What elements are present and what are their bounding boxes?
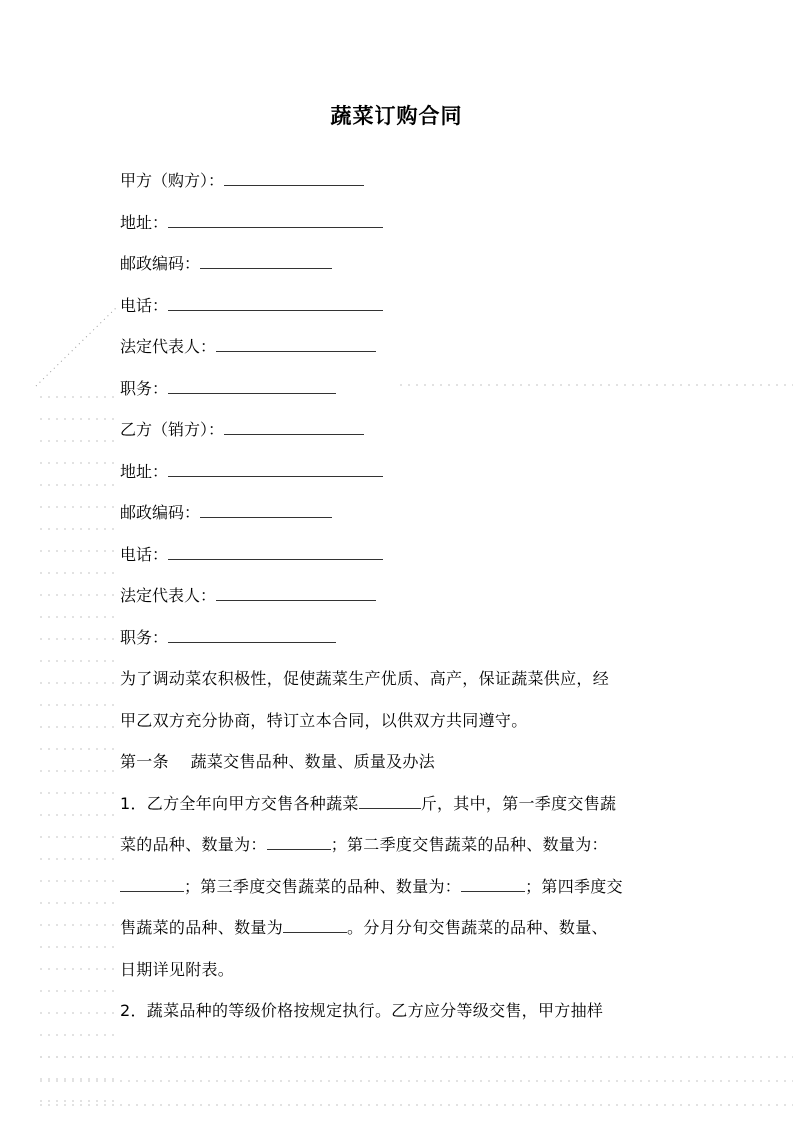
q1-quantity-blank[interactable] bbox=[267, 835, 331, 850]
preamble-line-1: 为了调动菜农积极性，促使蔬菜生产优质、高产，保证蔬菜供应，经 bbox=[120, 669, 610, 688]
party-a-phone-label: 电话： bbox=[120, 296, 169, 315]
party-a-name-line bbox=[120, 170, 364, 192]
party-b-position-line bbox=[120, 627, 336, 649]
party-b-phone-line bbox=[120, 544, 383, 566]
party-b-postcode-label: 邮政编码： bbox=[120, 503, 201, 522]
q3-quantity-blank[interactable] bbox=[461, 877, 525, 892]
item-1-text-a: 1．乙方全年向甲方交售各种蔬菜 bbox=[120, 794, 359, 813]
party-a-postcode-line bbox=[120, 253, 332, 275]
item-1-text-g: 售蔬菜的品种、数量为 bbox=[120, 918, 284, 937]
preamble-line-2: 甲乙双方充分协商，特订立本合同，以供双方共同遵守。 bbox=[120, 711, 528, 730]
party-b-position-label: 职务： bbox=[120, 628, 169, 647]
party-b-name-blank[interactable] bbox=[224, 420, 364, 435]
article-1-item-2-line-1: 2．蔬菜品种的等级价格按规定执行。乙方应分等级交售，甲方抽样 bbox=[120, 1001, 604, 1020]
document-title: 蔬菜订购合同 bbox=[330, 104, 463, 128]
party-b-address-line bbox=[120, 461, 383, 483]
party-a-position-blank[interactable] bbox=[168, 379, 336, 394]
party-b-position-blank[interactable] bbox=[168, 628, 336, 643]
party-a-address-label: 地址： bbox=[120, 213, 169, 232]
party-b-legal-rep-label: 法定代表人： bbox=[120, 586, 217, 605]
article-1-item-1-line-4 bbox=[120, 917, 608, 939]
party-a-address-blank[interactable] bbox=[168, 213, 383, 228]
party-a-name-label: 甲方（购方）： bbox=[120, 171, 225, 190]
party-b-phone-blank[interactable] bbox=[168, 545, 383, 560]
party-a-position-label: 职务： bbox=[120, 379, 169, 398]
party-a-legal-rep-line bbox=[120, 336, 376, 358]
item-1-text-h: 。分月分旬交售蔬菜的品种、数量、 bbox=[347, 918, 608, 937]
party-b-postcode-line bbox=[120, 502, 332, 524]
article-1-heading: 第一条 蔬菜交售品种、数量、质量及办法 bbox=[120, 752, 436, 771]
party-a-phone-line bbox=[120, 295, 383, 317]
item-1-text-e: ；第三季度交售蔬菜的品种、数量为： bbox=[184, 877, 462, 896]
article-1-item-1-line-2 bbox=[120, 834, 608, 856]
party-a-legal-rep-label: 法定代表人： bbox=[120, 337, 217, 356]
party-b-phone-label: 电话： bbox=[120, 545, 169, 564]
article-1-item-1-line-3 bbox=[120, 876, 623, 898]
item-1-text-c: 菜的品种、数量为： bbox=[120, 835, 267, 854]
item-1-text-d: ；第二季度交售蔬菜的品种、数量为： bbox=[330, 835, 608, 854]
party-a-legal-rep-blank[interactable] bbox=[216, 337, 376, 352]
party-b-name-label: 乙方（销方）： bbox=[120, 420, 225, 439]
party-b-address-blank[interactable] bbox=[168, 462, 383, 477]
party-b-legal-rep-blank[interactable] bbox=[216, 586, 376, 601]
party-a-postcode-blank[interactable] bbox=[200, 254, 332, 269]
item-1-text-f: ；第四季度交 bbox=[525, 877, 623, 896]
party-b-postcode-blank[interactable] bbox=[200, 503, 332, 518]
party-a-position-line bbox=[120, 378, 336, 400]
party-a-address-line bbox=[120, 212, 383, 234]
party-a-postcode-label: 邮政编码： bbox=[120, 254, 201, 273]
article-1-item-1-line-5: 日期详见附表。 bbox=[120, 960, 235, 979]
party-b-name-line bbox=[120, 419, 364, 441]
party-a-phone-blank[interactable] bbox=[168, 296, 383, 311]
item-1-text-b: 斤，其中，第一季度交售蔬 bbox=[420, 794, 617, 813]
party-a-name-blank[interactable] bbox=[224, 171, 364, 186]
total-quantity-blank[interactable] bbox=[359, 794, 421, 809]
party-b-legal-rep-line bbox=[120, 585, 376, 607]
party-b-address-label: 地址： bbox=[120, 462, 169, 481]
article-1-item-1-line-1 bbox=[120, 793, 616, 815]
q4-quantity-blank[interactable] bbox=[283, 918, 347, 933]
q2-quantity-blank[interactable] bbox=[120, 877, 184, 892]
